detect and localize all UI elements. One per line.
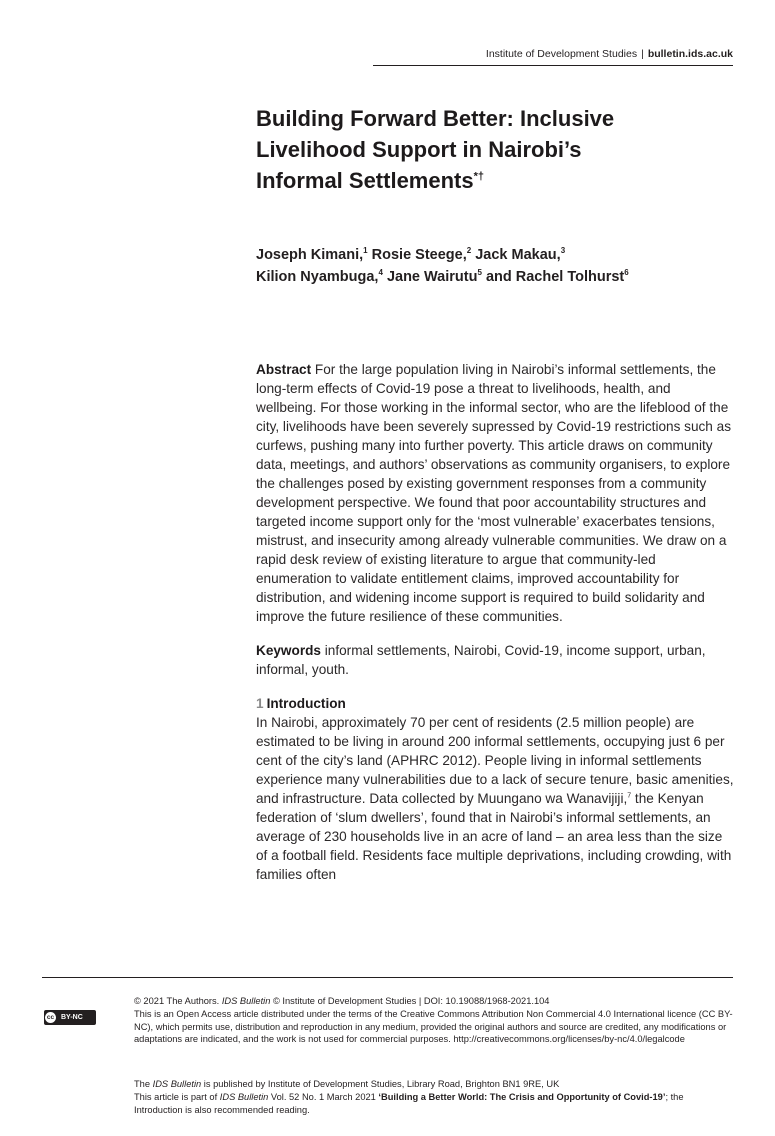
header-separator: | [641,48,644,60]
journal-name: IDS Bulletin [221,996,271,1006]
author-affiliation-mark[interactable]: 1 [363,246,368,256]
author-name: Kilion Nyambuga, [256,269,379,285]
publisher-line [134,1078,734,1091]
header-url-link[interactable]: bulletin.ids.ac.uk [647,48,733,60]
issue-line [134,1091,734,1116]
title-footnote-marks[interactable]: *† [473,170,485,183]
footnote-mark[interactable]: 7 [627,792,632,800]
introduction-text-part-1: In Nairobi, approximately 70 per cent of residents (2.5 million people) are estimated to be living in around 200 informal settlements, occupying just 6 per cent of the city’s land (APHRC 2012). People living in informal settlements experience many vulnerabilities due to a lack of secure tenure, basic amenities, and infrastructure. Data collected by Muungano wa Wanavijiji, [256,715,734,806]
introduction-text-part-2: the Kenyan federation of ‘slum dwellers’, found that in Nairobi’s informal settlements, an average of 230 households live in an acre of land – an area less than the size of a football field. Residents face multiple deprivations, including crowding, with families often [256,791,732,882]
issue-note: ; the Introduction is also recommended reading. [134,1092,684,1115]
author-name: Rosie Steege, [367,247,467,263]
title-line-2: Livelihood Support in Nairobi’s [256,137,582,162]
author-name: Jane Wairutu [382,269,478,285]
introduction-paragraph [256,713,734,884]
footer-divider [42,977,733,978]
article-title [256,103,716,196]
publisher-text: The [134,1079,153,1089]
license-badge-label: BY-NC [61,1014,83,1021]
running-header [373,44,733,66]
author-affiliation-mark[interactable]: 2 [466,246,472,256]
license-statement: This is an Open Access article distributed under the terms of the Creative Commons Attribution Non Commercial 4.0 International licence (CC BY-NC), which permits use, distribution and reproduction in any medium, provided the original authors and source are credited, any modifications or adaptations are indicated, and the work is not used for commercial purposes. http://creativecommons.org/licenses/by-nc/4.0/legalcode [134,1009,733,1044]
copyright-text: © 2021 The Authors. [134,996,222,1006]
abstract-label: Abstract [256,362,312,377]
title-line-3: Informal Settlements [256,168,474,193]
header-institute: Institute of Development Studies [485,48,638,60]
journal-name: IDS Bulletin [219,1092,269,1102]
journal-name: IDS Bulletin [152,1079,202,1089]
cc-by-nc-badge[interactable] [44,1010,96,1025]
copyright-doi: © Institute of Development Studies | DOI: 10.19088/1968-2021.104 [270,996,550,1006]
copyright-line [134,995,734,1008]
keywords-text: informal settlements, Nairobi, Covid-19, income support, urban, informal, youth. [256,643,706,677]
author-name: and Rachel Tolhurst [481,269,625,285]
introduction-heading [256,694,734,713]
issue-text: This article is part of [134,1092,220,1102]
title-line-1: Building Forward Better: Inclusive [256,106,615,131]
abstract-text: For the large population living in Nairobi’s informal settlements, the long-term effects of Covid-19 pose a threat to livelihoods, health, and wellbeing. For those working in the informal sector, who are the lifeblood of the city, livelihoods have been severely supressed by Covid-19 restrictions such as curfews, pushing many into further poverty. This article draws on community data, meetings, and authors’ observations as community organisers, to explore the challenges posed by existing government responses from a community development perspective. We found that poor accountability structures and targeted income support only for the ‘most vulnerable’ exacerbates tensions, mistrust, and insecurity among already vulnerable communities. We draw on a rapid desk review of existing literature to argue that community-led enumeration to validate entitlement claims, improved accountability for distribution, and widening income support is required to build solidarity and improve the future resilience of these communities. [256,362,732,624]
section-title: Introduction [266,696,346,711]
issue-volume: Vol. 52 No. 1 March 2021 [268,1092,379,1102]
author-list [256,244,736,288]
publisher-address: is published by Institute of Development Studies, Library Road, Brighton BN1 9RE, UK [201,1079,560,1089]
keywords-paragraph [256,641,734,679]
issue-title: ‘Building a Better World: The Crisis and Opportunity of Covid-19’ [378,1092,666,1102]
author-affiliation-mark[interactable]: 3 [560,246,566,256]
keywords-label: Keywords [256,643,321,658]
author-name: Jack Makau, [471,247,561,263]
author-affiliation-mark[interactable]: 5 [477,268,482,278]
section-number: 1 [256,696,264,711]
creative-commons-icon: cc [44,1011,57,1024]
article-body [256,360,734,899]
abstract-paragraph [256,360,734,626]
author-name: Joseph Kimani, [256,247,364,263]
author-affiliation-mark[interactable]: 4 [378,268,383,278]
author-affiliation-mark[interactable]: 6 [624,268,629,278]
